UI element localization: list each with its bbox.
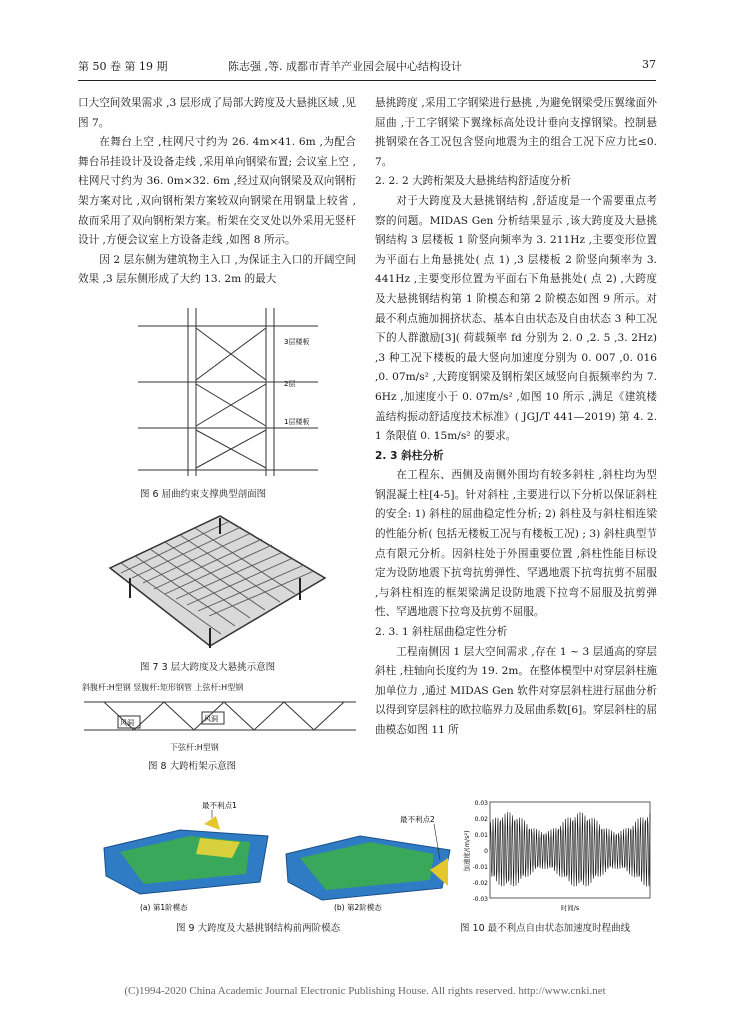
fig7-caption: 图 7 3 层大跨度及大悬挑示意图 [140, 662, 276, 673]
paragraph: 因 2 层东侧为建筑物主入口 ,为保证主入口的开阔空间效果 ,3 层东侧形成了大约 13. 2m 的最大 [78, 253, 356, 286]
fig10-ytick: -0.03 [472, 896, 488, 903]
fig9-caption: 图 9 大跨度及大悬挑钢结构前两阶模态 [176, 923, 341, 934]
left-column [78, 94, 356, 290]
fig10-ytick: 0.02 [474, 816, 488, 823]
fig10-caption: 图 10 最不利点自由状态加速度时程曲线 [460, 923, 631, 934]
paragraph: 对于大跨度及大悬挑钢结构 ,舒适度是一个需要重点考察的问题。MIDAS Gen 分析结果显示 ,该大跨度及大悬挑钢结构 3 层楼板 1 阶竖向频率为 3. 211Hz ,主要变形位置为平面右上角悬挑处( 点 1) ,3 层楼板 2 阶竖向频率为 3. 441Hz ,主要变形位置为平面右下角悬挑处( 点 2) ,大跨度及大悬挑钢结构第 1 阶模态和第 2 阶模态如图 9 所示。对最不利点施加拥挤状态、基本自由状态及自由状态 3 种工况下的人群激励[3]( 荷载频率 fd 分别为 2. 0 ,2. 5 ,3. 2Hz) ,3 种工况下楼板的最大竖向加速度分别为 0. 007 ,0. 016 ,0. 07m/s² ,大跨度钢梁及钢桁架区域竖向自振频率约为 7. 6Hz ,加速度小于 0. 07m/s² ,如图 10 所示 ,满足《建筑楼盖结构振动舒适度技术标准》( JGJ/T 441—2019) 第 4. 2. 1 条限值 0. 15m/s² 的要求。 [375, 194, 657, 443]
fig6-label: 2层 [284, 380, 296, 388]
section-heading: 2. 2. 2 大跨桁架及大悬挑结构舒适度分析 [375, 175, 571, 188]
journal-volume: 第 50 卷 第 19 期 [78, 60, 168, 73]
fig10-ytick: -0.01 [472, 864, 488, 871]
fig8-caption: 图 8 大跨桁架示意图 [148, 761, 237, 772]
fig10-acceleration-curve [490, 812, 650, 887]
right-column [375, 94, 657, 741]
copyright-footer: (C)1994-2020 China Academic Journal Electronic Publishing House. All rights reserved. http://www.cnki.net [124, 985, 606, 997]
section-heading: 2. 3. 1 斜柱屈曲稳定性分析 [375, 626, 508, 639]
fig8-bottom-label: 下弦杆:H型钢 [170, 743, 219, 752]
paragraph: 工程南侧因 1 层大空间需求 ,存在 1 ~ 3 层通高的穿层斜柱 ,柱轴向长度约为 19. 2m。在整体模型中对穿层斜柱施加单位力 ,通过 MIDAS Gen 软件对穿层斜柱进行屈曲分析以得到穿层斜柱的欧拉临界力及屈曲系数[6]。穿层斜柱的屈曲模态如图 11 所 [375, 645, 657, 736]
fig10-ytick: 0.03 [474, 800, 488, 807]
article-running-title: 陈志强 ,等. 成都市青羊产业园会展中心结构设计 [228, 60, 462, 73]
fig8-inner-label: 风洞 [204, 715, 218, 723]
fig8-top-label: 斜腹杆:H型钢 竖腹杆:矩形钢管 上弦杆:H型钢 [82, 683, 244, 692]
fig8-truss-drawing [84, 694, 356, 740]
header-rule [78, 80, 656, 81]
paragraph: 在工程东、西侧及南侧外围均有较多斜柱 ,斜柱均为型钢混凝土柱[4-5]。针对斜柱 ,主要进行以下分析以保证斜柱的安全: 1) 斜柱的屈曲稳定性分析; 2) 斜柱及与斜柱相连梁的性能分析( 包括无楼板工况与有楼板工况) ; 3) 斜柱典型节点有限元分析。因斜柱处于外围重要位置 ,斜柱性能目标设定为设防地震下抗弯抗剪弹性、罕遇地震下抗弯抗剪不屈服 ,与斜柱相连的框架梁满足设防地震下拉弯不屈服及抗剪弹性、罕遇地震下拉弯及抗剪不屈服。 [375, 469, 657, 619]
fig7-3d-structure-drawing [100, 508, 330, 650]
fig10-ytick: 0 [484, 848, 488, 855]
fig9-point2-label: 最不利点2 [400, 815, 435, 824]
fig10-x-axis-label: 时间/s [560, 904, 580, 912]
fig6-caption: 图 6 屈曲约束支撑典型剖面图 [140, 489, 267, 500]
fig6-label: 3层楼板 [284, 338, 310, 346]
section-heading: 2. 3 斜柱分析 [375, 449, 444, 462]
fig6-brb-section-drawing [138, 308, 318, 476]
fig8-inner-label: 风洞 [120, 719, 134, 727]
fig9-mode-shapes [100, 796, 460, 914]
fig10-acceleration-plot [460, 796, 656, 914]
fig10-ytick: 0.01 [474, 832, 488, 839]
running-header [78, 58, 656, 74]
fig6-label: 1层楼板 [284, 418, 310, 426]
paragraph: 在舞台上空 ,柱网尺寸约为 26. 4m×41. 6m ,为配合舞台吊挂设计及设备走线 ,采用单向钢梁布置; 会议室上空 ,柱网尺寸约为 36. 0m×32. 6m ,经过双向钢梁及双向钢桁架方案对比 ,双向钢桁架方案较双向钢梁在用钢量上较省 ,故而采用了双向钢桁架方案。桁架在交叉处以外采用无竖杆设计 ,方便会议室上方设备走线 ,如图 8 所示。 [78, 136, 356, 247]
fig10-y-axis-label: 加速度/(m/s²) [463, 830, 471, 872]
page-number: 37 [642, 58, 656, 71]
fig9a-label: (a) 第1阶模态 [140, 903, 188, 912]
fig10-ytick: -0.02 [472, 880, 488, 887]
paragraph: 口大空间效果需求 ,3 层形成了局部大跨度及大悬挑区域 ,见图 7。 [78, 97, 356, 129]
fig9b-label: (b) 第2阶模态 [334, 903, 382, 912]
fig9-point1-label: 最不利点1 [202, 801, 237, 810]
paragraph: 悬挑跨度 ,采用工字钢梁进行悬挑 ,为避免钢梁受压翼缘面外屈曲 ,于工字钢梁下翼缘标高处设计垂向支撑钢梁。控制悬挑钢梁在各工况包含竖向地震为主的组合工况下应力比≤0. 7。 [375, 97, 657, 168]
